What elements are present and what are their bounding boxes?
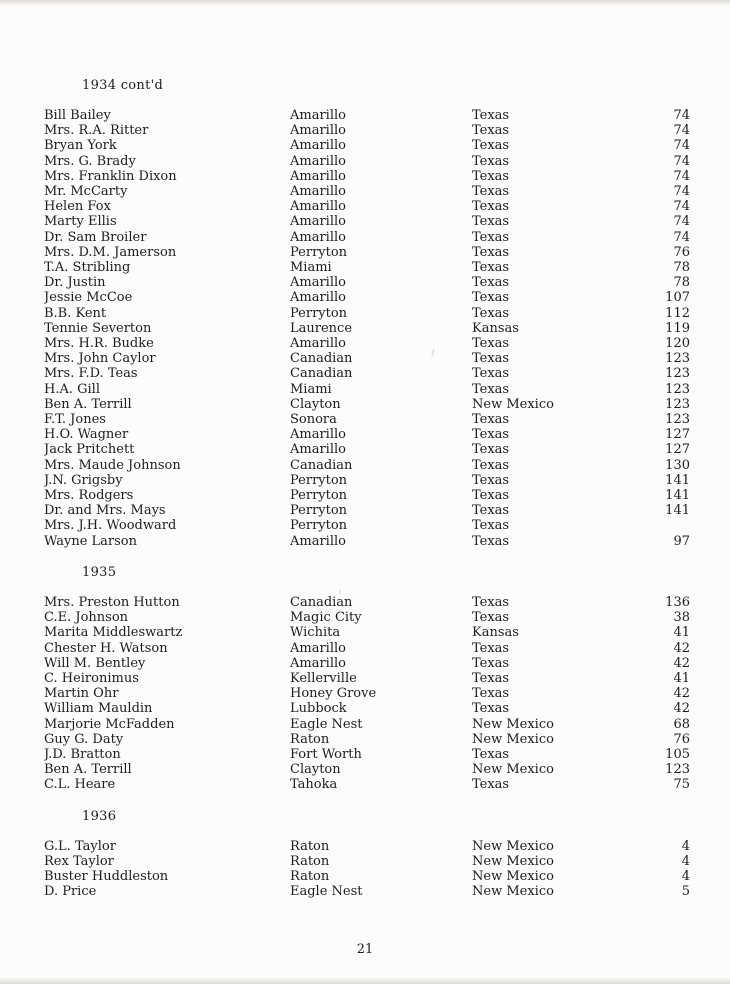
table-row bbox=[44, 214, 690, 229]
cell-state: Texas bbox=[472, 442, 510, 458]
cell-value: 123 bbox=[665, 351, 690, 367]
cell-city: Perryton bbox=[290, 503, 348, 519]
table-row bbox=[44, 260, 690, 275]
cell-value: 42 bbox=[673, 640, 690, 656]
cell-city: Sonora bbox=[290, 412, 337, 428]
cell-name: B.B. Kent bbox=[44, 305, 107, 321]
cell-name: Marty Ellis bbox=[44, 214, 117, 230]
cell-name: H.O. Wagner bbox=[44, 427, 129, 443]
cell-name: Ben A. Terrill bbox=[44, 396, 132, 412]
cell-name: Jack Pritchett bbox=[44, 442, 135, 458]
cell-name: Mrs. Maude Johnson bbox=[44, 457, 181, 473]
cell-state: Texas bbox=[472, 427, 510, 443]
cell-city: Amarillo bbox=[290, 640, 346, 656]
table-row bbox=[44, 275, 690, 290]
cell-value: 112 bbox=[665, 305, 690, 321]
cell-state: Texas bbox=[472, 305, 510, 321]
cell-city: Raton bbox=[290, 731, 330, 747]
cell-value: 130 bbox=[665, 457, 690, 473]
cell-state: Texas bbox=[472, 214, 510, 230]
cell-name: William Mauldin bbox=[44, 701, 153, 717]
table-row bbox=[44, 762, 690, 777]
year-section bbox=[44, 809, 690, 900]
table-row bbox=[44, 732, 690, 747]
cell-name: Mrs. H.R. Budke bbox=[44, 336, 154, 352]
cell-value: 105 bbox=[665, 746, 690, 762]
cell-state: New Mexico bbox=[472, 762, 554, 778]
table-row bbox=[44, 869, 690, 884]
cell-value: 5 bbox=[681, 884, 690, 900]
cell-city: Honey Grove bbox=[290, 686, 377, 702]
cell-name: Marita Middleswartz bbox=[44, 625, 183, 641]
table-row bbox=[44, 884, 690, 899]
cell-value: 42 bbox=[673, 701, 690, 717]
cell-name: F.T. Jones bbox=[44, 412, 106, 428]
table-row bbox=[44, 397, 690, 412]
table-row bbox=[44, 321, 690, 336]
cell-city: Laurence bbox=[290, 320, 353, 336]
table-row bbox=[44, 245, 690, 260]
cell-name: J.N. Grigsby bbox=[44, 472, 123, 488]
cell-state: New Mexico bbox=[472, 731, 554, 747]
cell-city: Miami bbox=[290, 260, 332, 276]
cell-city: Amarillo bbox=[290, 442, 346, 458]
cell-value: 38 bbox=[673, 610, 690, 626]
cell-city: Amarillo bbox=[290, 168, 346, 184]
cell-name: Mrs. Preston Hutton bbox=[44, 594, 180, 610]
cell-state: Texas bbox=[472, 275, 510, 291]
cell-value: 127 bbox=[665, 427, 690, 443]
table-row bbox=[44, 854, 690, 869]
cell-city: Lubbock bbox=[290, 701, 347, 717]
cell-city: Clayton bbox=[290, 396, 341, 412]
cell-state: Texas bbox=[472, 199, 510, 215]
table-row bbox=[44, 473, 690, 488]
cell-city: Amarillo bbox=[290, 108, 346, 123]
cell-name: Dr. and Mrs. Mays bbox=[44, 503, 166, 519]
cell-state: Texas bbox=[472, 366, 510, 382]
cell-value: 97 bbox=[673, 533, 690, 549]
cell-name: Mrs. R.A. Ritter bbox=[44, 123, 149, 139]
cell-city: Clayton bbox=[290, 762, 341, 778]
cell-state: New Mexico bbox=[472, 853, 554, 869]
cell-state: New Mexico bbox=[472, 716, 554, 732]
table-row bbox=[44, 747, 690, 762]
cell-value: 136 bbox=[665, 594, 690, 610]
cell-value: 41 bbox=[673, 670, 690, 686]
table-row bbox=[44, 382, 690, 397]
cell-value: 107 bbox=[665, 290, 690, 306]
cell-value: 4 bbox=[681, 838, 690, 854]
cell-value: 68 bbox=[673, 716, 690, 732]
cell-state: Texas bbox=[472, 746, 510, 762]
cell-value: 141 bbox=[665, 472, 690, 488]
cell-city: Amarillo bbox=[290, 123, 346, 139]
cell-name: Guy G. Daty bbox=[44, 731, 124, 747]
cell-state: Texas bbox=[472, 123, 510, 139]
cell-value: 74 bbox=[673, 108, 690, 123]
cell-value: 74 bbox=[673, 199, 690, 215]
year-section bbox=[44, 565, 690, 793]
cell-city: Raton bbox=[290, 838, 330, 854]
cell-value: 119 bbox=[665, 320, 690, 336]
cell-city: Amarillo bbox=[290, 229, 346, 245]
cell-value: 123 bbox=[665, 366, 690, 382]
cell-city: Eagle Nest bbox=[290, 716, 363, 732]
table-row bbox=[44, 656, 690, 671]
cell-value: 76 bbox=[673, 244, 690, 260]
cell-city: Amarillo bbox=[290, 199, 346, 215]
cell-value bbox=[620, 518, 690, 533]
cell-state: Texas bbox=[472, 518, 510, 534]
cell-value: 42 bbox=[673, 686, 690, 702]
cell-city: Fort Worth bbox=[290, 746, 362, 762]
cell-name: Mrs. D.M. Jamerson bbox=[44, 244, 177, 260]
cell-name: J.D. Bratton bbox=[44, 746, 121, 762]
cell-value: 127 bbox=[665, 442, 690, 458]
cell-state: Texas bbox=[472, 686, 510, 702]
table-row bbox=[44, 336, 690, 351]
cell-name: H.A. Gill bbox=[44, 381, 100, 397]
cell-state: Texas bbox=[472, 640, 510, 656]
cell-city: Amarillo bbox=[290, 275, 346, 291]
table-row bbox=[44, 671, 690, 686]
cell-name: Dr. Justin bbox=[44, 275, 106, 291]
table-row bbox=[44, 610, 690, 625]
cell-name: Will M. Bentley bbox=[44, 655, 146, 671]
cell-value: 141 bbox=[665, 503, 690, 519]
cell-name: Helen Fox bbox=[44, 199, 111, 215]
cell-state: Texas bbox=[472, 108, 510, 123]
cell-city: Canadian bbox=[290, 457, 353, 473]
scan-edge-top bbox=[0, 0, 730, 5]
cell-value: 123 bbox=[665, 381, 690, 397]
cell-name: C.L. Heare bbox=[44, 777, 116, 793]
cell-city: Tahoka bbox=[290, 777, 338, 793]
table-row bbox=[44, 458, 690, 473]
cell-name: Tennie Severton bbox=[44, 320, 152, 336]
page-number: 21 bbox=[356, 942, 374, 957]
cell-value: 4 bbox=[681, 853, 690, 869]
cell-value: 74 bbox=[673, 138, 690, 154]
cell-city: Canadian bbox=[290, 351, 353, 367]
cell-value: 74 bbox=[673, 229, 690, 245]
cell-name: Martin Ohr bbox=[44, 686, 119, 702]
cell-value: 76 bbox=[673, 731, 690, 747]
cell-value: 74 bbox=[673, 214, 690, 230]
cell-value: 123 bbox=[665, 412, 690, 428]
cell-value: 74 bbox=[673, 184, 690, 200]
table-row bbox=[44, 595, 690, 610]
cell-value: 78 bbox=[673, 275, 690, 291]
cell-state: New Mexico bbox=[472, 884, 554, 900]
table-row bbox=[44, 138, 690, 153]
cell-value: 74 bbox=[673, 123, 690, 139]
cell-state: New Mexico bbox=[472, 396, 554, 412]
cell-city: Amarillo bbox=[290, 214, 346, 230]
cell-name: C. Heironimus bbox=[44, 670, 139, 686]
cell-value: 141 bbox=[665, 488, 690, 504]
cell-name: Mr. McCarty bbox=[44, 184, 128, 200]
cell-name: C.E. Johnson bbox=[44, 610, 129, 626]
cell-city: Magic City bbox=[290, 610, 362, 626]
table-row bbox=[44, 839, 690, 854]
cell-city: Wichita bbox=[290, 625, 341, 641]
table-row bbox=[44, 641, 690, 656]
year-section bbox=[44, 78, 690, 549]
cell-state: Texas bbox=[472, 244, 510, 260]
cell-state: Texas bbox=[472, 701, 510, 717]
cell-state: Kansas bbox=[472, 625, 519, 641]
cell-state: Texas bbox=[472, 777, 510, 793]
table-row bbox=[44, 366, 690, 381]
table-row bbox=[44, 154, 690, 169]
cell-city: Amarillo bbox=[290, 336, 346, 352]
cell-city: Canadian bbox=[290, 594, 353, 610]
cell-name: Bryan York bbox=[44, 138, 117, 154]
cell-name: G.L. Taylor bbox=[44, 838, 116, 854]
cell-value: 78 bbox=[673, 260, 690, 276]
table-row bbox=[44, 351, 690, 366]
table-row bbox=[44, 717, 690, 732]
cell-city: Raton bbox=[290, 853, 330, 869]
cell-city: Eagle Nest bbox=[290, 884, 363, 900]
cell-city: Kellerville bbox=[290, 670, 357, 686]
cell-value: 123 bbox=[665, 396, 690, 412]
cell-value: 75 bbox=[673, 777, 690, 793]
page-body bbox=[44, 78, 690, 899]
table-row bbox=[44, 230, 690, 245]
cell-state: Texas bbox=[472, 138, 510, 154]
cell-state: Texas bbox=[472, 610, 510, 626]
cell-city: Canadian bbox=[290, 366, 353, 382]
cell-city: Amarillo bbox=[290, 533, 346, 549]
cell-state: Texas bbox=[472, 381, 510, 397]
cell-name: T.A. Stribling bbox=[44, 260, 131, 276]
cell-value: 41 bbox=[673, 625, 690, 641]
table-row bbox=[44, 625, 690, 640]
cell-city: Amarillo bbox=[290, 138, 346, 154]
cell-value: 4 bbox=[681, 868, 690, 884]
cell-city: Amarillo bbox=[290, 153, 346, 169]
cell-state: Texas bbox=[472, 472, 510, 488]
cell-name: Mrs. Rodgers bbox=[44, 488, 134, 504]
cell-value: 123 bbox=[665, 762, 690, 778]
cell-name: Rex Taylor bbox=[44, 853, 114, 869]
section-heading: 1936 bbox=[82, 808, 117, 824]
cell-state: Texas bbox=[472, 153, 510, 169]
table-row bbox=[44, 306, 690, 321]
table-row bbox=[44, 503, 690, 518]
table-row bbox=[44, 442, 690, 457]
table-row bbox=[44, 488, 690, 503]
cell-value: 74 bbox=[673, 168, 690, 184]
cell-name: Jessie McCoe bbox=[44, 290, 133, 306]
cell-city: Amarillo bbox=[290, 655, 346, 671]
cell-state: Texas bbox=[472, 336, 510, 352]
cell-name: Chester H. Watson bbox=[44, 640, 168, 656]
cell-name: Mrs. John Caylor bbox=[44, 351, 156, 367]
cell-city: Raton bbox=[290, 868, 330, 884]
section-rows bbox=[44, 595, 690, 793]
table-row bbox=[44, 518, 690, 533]
cell-city: Perryton bbox=[290, 518, 348, 534]
section-heading: 1934 cont'd bbox=[82, 78, 164, 93]
cell-state: Texas bbox=[472, 670, 510, 686]
cell-value: 120 bbox=[665, 336, 690, 352]
cell-city: Perryton bbox=[290, 488, 348, 504]
cell-state: Texas bbox=[472, 503, 510, 519]
table-row bbox=[44, 686, 690, 701]
table-row bbox=[44, 108, 690, 123]
cell-name: D. Price bbox=[44, 884, 97, 900]
cell-city: Miami bbox=[290, 381, 332, 397]
cell-name: Bill Bailey bbox=[44, 108, 111, 123]
cell-state: Texas bbox=[472, 488, 510, 504]
cell-name: Mrs. F.D. Teas bbox=[44, 366, 138, 382]
cell-city: Perryton bbox=[290, 472, 348, 488]
cell-name: Dr. Sam Broiler bbox=[44, 229, 147, 245]
cell-value: 42 bbox=[673, 655, 690, 671]
table-row bbox=[44, 290, 690, 305]
cell-state: Texas bbox=[472, 655, 510, 671]
scan-edge-bottom bbox=[0, 978, 730, 984]
cell-state: New Mexico bbox=[472, 868, 554, 884]
cell-city: Amarillo bbox=[290, 290, 346, 306]
table-row bbox=[44, 777, 690, 792]
cell-name: Mrs. Franklin Dixon bbox=[44, 168, 177, 184]
table-row bbox=[44, 701, 690, 716]
cell-state: Texas bbox=[472, 457, 510, 473]
cell-state: Texas bbox=[472, 290, 510, 306]
table-row bbox=[44, 169, 690, 184]
cell-state: Texas bbox=[472, 594, 510, 610]
cell-city: Amarillo bbox=[290, 184, 346, 200]
cell-state: Texas bbox=[472, 229, 510, 245]
cell-city: Perryton bbox=[290, 305, 348, 321]
cell-value: 74 bbox=[673, 153, 690, 169]
cell-name: Ben A. Terrill bbox=[44, 762, 132, 778]
cell-state: Texas bbox=[472, 260, 510, 276]
cell-name: Mrs. J.H. Woodward bbox=[44, 518, 177, 534]
section-rows bbox=[44, 839, 690, 900]
cell-name: Mrs. G. Brady bbox=[44, 153, 136, 169]
table-row bbox=[44, 184, 690, 199]
cell-state: Texas bbox=[472, 351, 510, 367]
table-row bbox=[44, 534, 690, 549]
cell-state: Texas bbox=[472, 412, 510, 428]
section-rows bbox=[44, 108, 690, 549]
table-row bbox=[44, 412, 690, 427]
section-heading: 1935 bbox=[82, 564, 117, 580]
cell-state: Kansas bbox=[472, 320, 519, 336]
cell-name: Marjorie McFadden bbox=[44, 716, 175, 732]
cell-city: Amarillo bbox=[290, 427, 346, 443]
cell-name: Wayne Larson bbox=[44, 533, 137, 549]
cell-state: New Mexico bbox=[472, 838, 554, 854]
table-row bbox=[44, 123, 690, 138]
table-row bbox=[44, 199, 690, 214]
cell-name: Buster Huddleston bbox=[44, 868, 169, 884]
table-row bbox=[44, 427, 690, 442]
cell-city: Perryton bbox=[290, 244, 348, 260]
cell-state: Texas bbox=[472, 168, 510, 184]
cell-state: Texas bbox=[472, 184, 510, 200]
cell-state: Texas bbox=[472, 533, 510, 549]
